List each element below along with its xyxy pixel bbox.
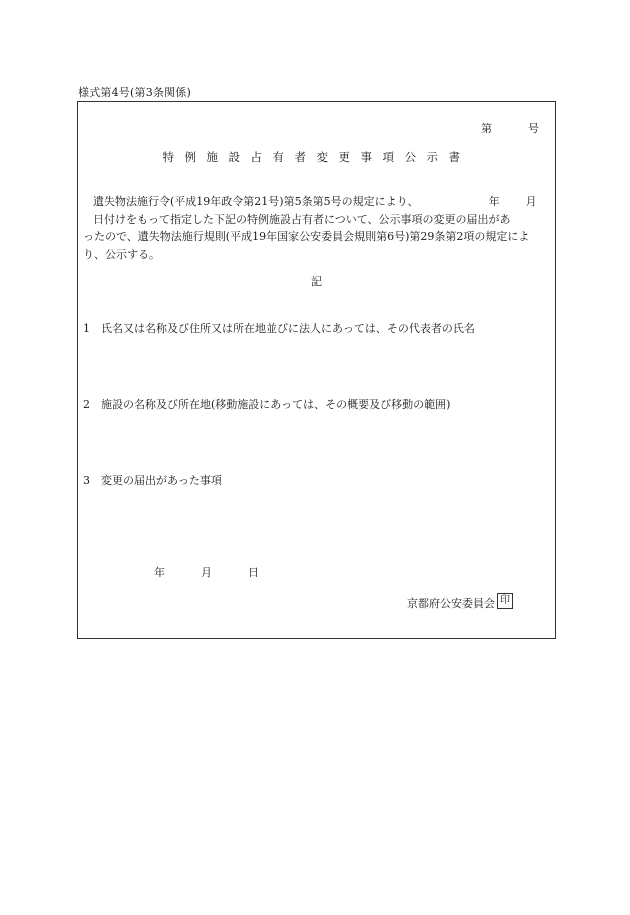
body-line-1-text: 遺失物法施行令(平成19年政令第21号)第5条第5号の規定により、 [93, 195, 419, 208]
item-text: 変更の届出があった事項 [101, 474, 222, 487]
body-paragraph [83, 193, 551, 263]
date-month: 月 [201, 566, 212, 579]
body-line-2: 日付けをもって指定した下記の特例施設占有者について、公示事項の変更の届出があ [93, 212, 511, 226]
ki-heading: 記 [311, 275, 322, 288]
item-number: 1 [83, 322, 90, 335]
number-suffix: 号 [528, 122, 539, 135]
body-year-label: 年 [488, 195, 500, 208]
document-frame [77, 101, 556, 639]
item-number: 2 [83, 398, 90, 411]
body-line-1 [83, 193, 551, 211]
item-1 [83, 320, 475, 336]
date-year: 年 [154, 566, 165, 579]
document-title: 特例施設占有者変更事項公示書 [162, 150, 471, 164]
form-label: 様式第4号(第3条関係) [78, 86, 191, 99]
body-line-4: り、公示する。 [83, 247, 160, 261]
body-line-3: ったので、遺失物法施行規則(平成19年国家公安委員会規則第6号)第29条第2項の規定によ [83, 230, 530, 243]
date-day: 日 [248, 566, 259, 579]
document-number [481, 120, 539, 136]
item-text: 施設の名称及び所在地(移動施設にあっては、その概要及び移動の範囲) [101, 398, 451, 411]
body-month-label: 月 [525, 195, 537, 208]
seal-stamp: 印 [497, 593, 513, 609]
item-number: 3 [83, 474, 90, 487]
issuing-authority: 京都府公安委員会 [407, 597, 495, 610]
number-prefix: 第 [481, 122, 492, 135]
item-text: 氏名又は名称及び住所又は所在地並びに法人にあっては、その代表者の氏名 [101, 322, 475, 335]
item-2 [83, 396, 450, 412]
date-line [154, 564, 259, 580]
item-3 [83, 472, 222, 488]
